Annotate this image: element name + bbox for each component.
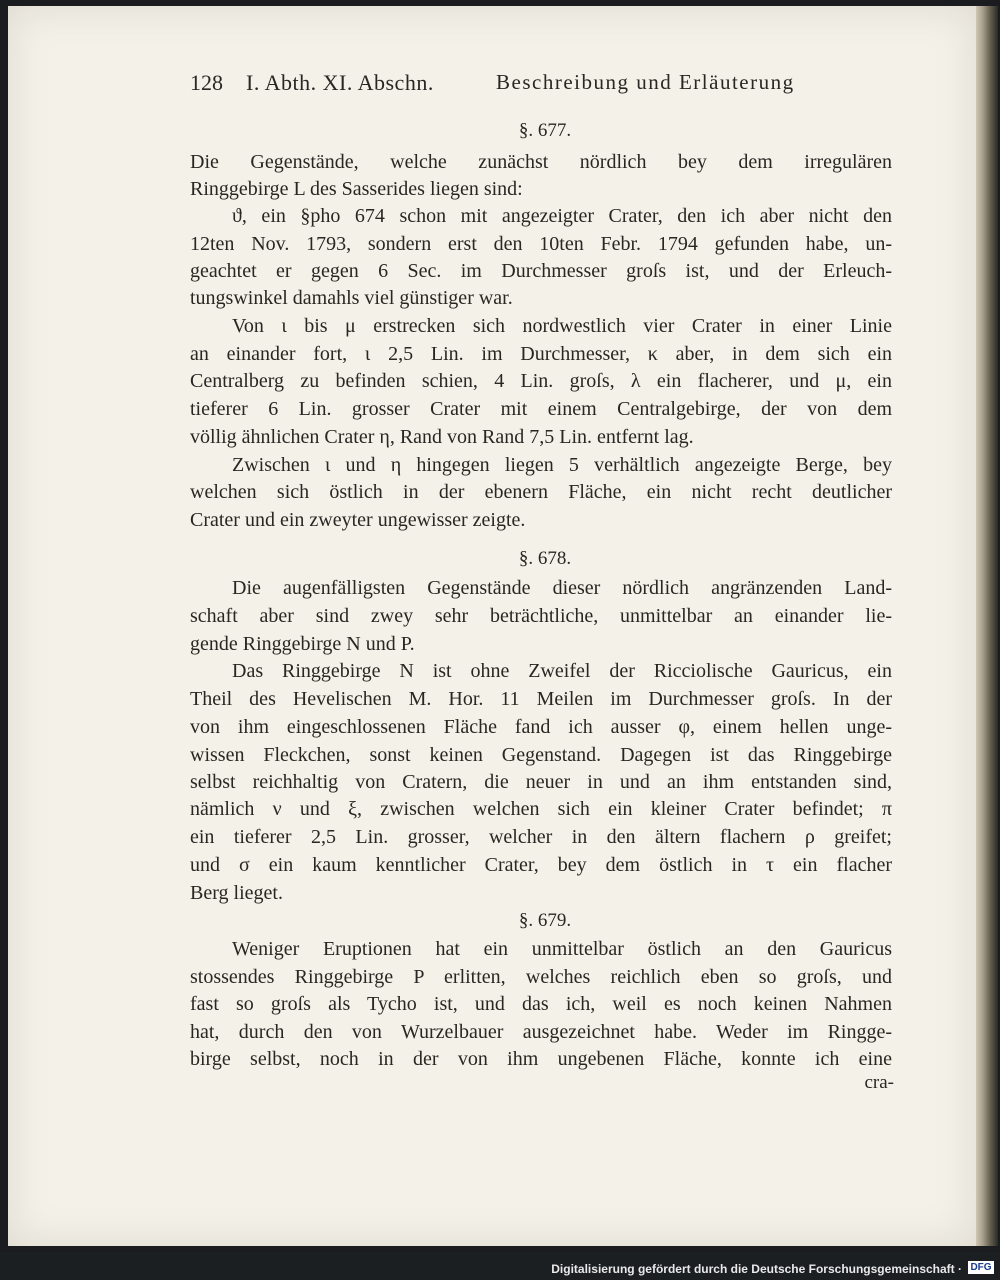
page-number: 128 (190, 70, 223, 95)
running-header (190, 70, 890, 104)
text-line: und σ ein kaum kenntlicher Crater, bey dem östlich in τ ein flacher (190, 854, 892, 876)
text-line: stossendes Ringgebirge P erlitten, welches reichlich eben so groſs, und (190, 966, 892, 988)
paragraph-number: §. 677. (518, 120, 572, 141)
text-line: geachtet er gegen 6 Sec. im Durchmesser groſs ist, und der Erleuch- (190, 260, 892, 282)
text-line: ϑ, ein §pho 674 schon mit angezeigter Crater, den ich aber nicht den (232, 205, 892, 227)
dfg-logo: DFG (968, 1261, 994, 1274)
text-line: fast so groſs als Tycho ist, und das ich, weil es noch keinen Nahmen (190, 993, 892, 1015)
text-line: Crater und ein zweyter ungewisser zeigte. (190, 509, 526, 531)
section-heading: I. Abth. XI. Abschn. (246, 70, 434, 95)
text-line: hat, durch den von Wurzelbauer ausgezeichnet habe. Weder im Ringge- (190, 1021, 892, 1043)
paragraph-number: §. 678. (518, 548, 572, 569)
text-line: Ringgebirge L des Sasserides liegen sind: (190, 178, 523, 200)
text-line: Von ι bis μ erstrecken sich nordwestlich vier Crater in einer Linie (232, 315, 892, 337)
text-line: Die augenfälligsten Gegenstände dieser nördlich angränzenden Land- (232, 577, 892, 599)
text-line: ein tieferer 2,5 Lin. grosser, welcher in den ältern flachern ρ greifet; (190, 826, 892, 848)
text-line: nämlich ν und ξ, zwischen welchen sich ein kleiner Crater befindet; π (190, 798, 892, 820)
chapter-title: Beschreibung und Erläuterung (496, 70, 795, 94)
text-line: völlig ähnlichen Crater η, Rand von Rand 7,5 Lin. entfernt lag. (190, 426, 694, 448)
text-line: Centralberg zu befinden schien, 4 Lin. groſs, λ ein flacherer, und μ, ein (190, 370, 892, 392)
text-line: Die Gegenstände, welche zunächst nördlich bey dem irregulären (190, 151, 892, 173)
text-line: Weniger Eruptionen hat ein unmittelbar östlich an den Gauricus (232, 938, 892, 960)
text-line: schaft aber sind zwey sehr beträchtliche, unmittelbar an einander lie- (190, 605, 892, 627)
page-edge (976, 6, 998, 1246)
paragraph-number: §. 679. (518, 910, 572, 931)
text-line: wissen Fleckchen, sonst keinen Gegenstand. Dagegen ist das Ringgebirge (190, 744, 892, 766)
text-line: tieferer 6 Lin. grosser Crater mit einem Centralgebirge, der von dem (190, 398, 892, 420)
text-line: von ihm eingeschlossenen Fläche fand ich ausser φ, einem hellen unge- (190, 716, 892, 738)
text-line: birge selbst, noch in der von ihm ungebenen Fläche, konnte ich eine (190, 1048, 892, 1070)
text-line: Zwischen ι und η hingegen liegen 5 verhältlich angezeigte Berge, bey (232, 454, 892, 476)
text-line: gende Ringgebirge N und P. (190, 633, 415, 655)
text-line: an einander fort, ι 2,5 Lin. im Durchmesser, κ aber, in dem sich ein (190, 343, 892, 365)
text-line: Berg lieget. (190, 882, 283, 904)
catchword: cra- (864, 1072, 894, 1093)
text-line: Das Ringgebirge N ist ohne Zweifel der Ricciolische Gauricus, ein (232, 660, 892, 682)
text-line: welchen sich östlich in der ebenern Fläche, ein nicht recht deutlicher (190, 481, 892, 503)
digitization-credit: Digitalisierung gefördert durch die Deutsche Forschungsgemeinschaft · (551, 1262, 962, 1276)
text-line: selbst reichhaltig von Cratern, die neuer in und an ihm entstanden sind, (190, 771, 892, 793)
text-line: tungswinkel damahls viel günstiger war. (190, 287, 513, 309)
text-line: 12ten Nov. 1793, sondern erst den 10ten Febr. 1794 gefunden habe, un- (190, 233, 892, 255)
text-line: Theil des Hevelischen M. Hor. 11 Meilen im Durchmesser groſs. In der (190, 688, 892, 710)
